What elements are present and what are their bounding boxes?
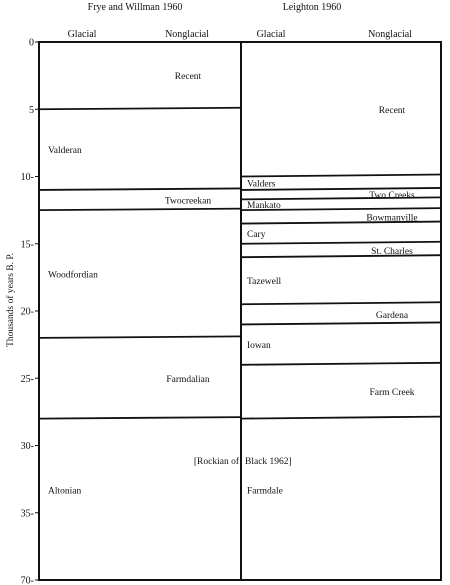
right-unit-labels — [247, 106, 418, 497]
left-unit-labels — [48, 72, 211, 496]
unit-label-st-charles: St. Charles — [371, 246, 413, 257]
annotation-right: Black 1962] — [245, 457, 292, 467]
unit-boundary — [241, 322, 441, 324]
unit-label-recent: Recent — [378, 105, 406, 116]
unit-label-valders: Valders — [247, 179, 276, 190]
unit-label-farm-creek: Farm Creek — [369, 388, 415, 399]
unit-boundary — [241, 242, 441, 244]
unit-label-two-creeks: Two Creeks — [369, 191, 415, 202]
unit-label-mankato: Mankato — [247, 201, 281, 212]
unit-label-farmdalian: Farmdalian — [166, 374, 210, 385]
unit-boundary — [241, 363, 441, 365]
left-glacial-header: Glacial — [67, 29, 97, 40]
unit-boundary — [39, 336, 241, 338]
y-axis-ticks — [21, 38, 39, 585]
unit-label-recent: Recent — [174, 72, 202, 83]
unit-label-bowmanville: Bowmanville — [366, 213, 418, 224]
unit-boundary — [241, 175, 441, 177]
unit-boundary — [241, 417, 441, 419]
left-nonglacial-header: Nonglacial — [165, 29, 209, 40]
tick-label: 20- — [20, 306, 34, 318]
tick-label: 5 — [29, 104, 34, 116]
right-glacial-header: Glacial — [256, 29, 286, 40]
right-nonglacial-header: Nonglacial — [368, 29, 412, 40]
unit-boundary — [39, 417, 241, 419]
unit-boundary — [39, 209, 241, 211]
left-source-header: Frye and Willman 1960 — [87, 2, 183, 13]
unit-boundary — [241, 302, 441, 304]
unit-label-cary: Cary — [247, 230, 266, 241]
unit-label-twocreekan: Twocreekan — [164, 196, 212, 207]
unit-label-altonian: Altonian — [48, 486, 82, 497]
tick-label: 10- — [20, 172, 34, 183]
unit-label-gardena: Gardena — [375, 310, 409, 321]
tick-label: 0 — [29, 37, 34, 49]
unit-label-valderan: Valderan — [48, 146, 82, 157]
tick-label: 30- — [20, 441, 34, 452]
tick-label: 25- — [20, 373, 34, 385]
right-source-header: Leighton 1960 — [282, 2, 342, 13]
unit-boundary — [39, 108, 241, 110]
tick-label: 35- — [20, 508, 34, 520]
annotation-left: [Rockian of — [193, 457, 239, 467]
y-axis-title: Thousands of years B. P. — [6, 253, 16, 347]
unit-label-farmdale: Farmdale — [247, 486, 283, 497]
unit-label-iowan: Iowan — [247, 341, 271, 352]
tick-label: 15- — [20, 239, 34, 251]
tick-label: 70- — [20, 575, 34, 585]
unit-label-tazewell: Tazewell — [247, 277, 282, 288]
unit-label-woodfordian: Woodfordian — [48, 270, 98, 281]
unit-boundary — [39, 188, 241, 190]
